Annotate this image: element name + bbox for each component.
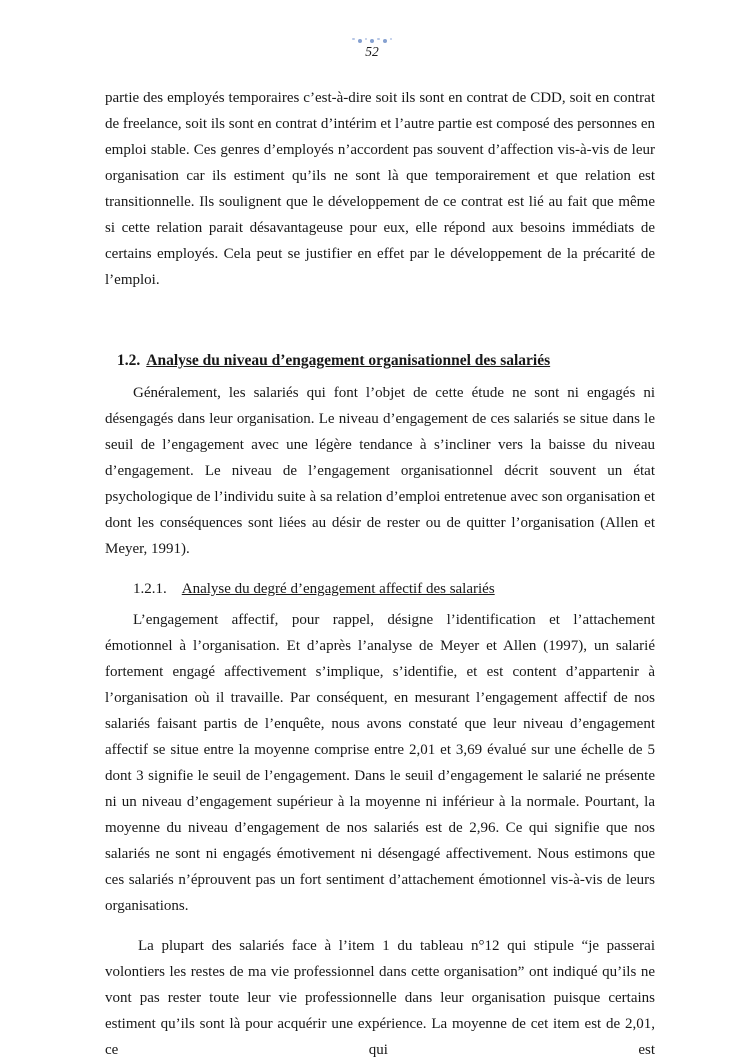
page-number: 52 bbox=[365, 44, 379, 59]
dot-icon bbox=[365, 38, 368, 41]
heading-1-2-title: Analyse du niveau d’engagement organisationnel des salariés bbox=[146, 352, 551, 369]
heading-1-2-1-title: Analyse du degré d’engagement affectif des salariés bbox=[181, 581, 495, 597]
paragraph-item-1-tableau-12: La plupart des salariés face à l’item 1 du tableau n°12 qui stipule “je passerai volontiers les restes de ma vie professionnel dans cette organisation” ont indiqué qu’ils ne vont pas rester toute leur vie professionnelle dans leur organisation puisque certains estiment qu’ils sont là pour acquérir une expérience. La moyenne de cet item est de 2,01, ce qui est bbox=[105, 938, 655, 1058]
paragraph-niveau-engagement: Généralement, les salariés qui font l’objet de cette étude ne sont ni engagés ni désengagés dans leur organisation. Le niveau d’engagement de ces salariés se situe dans le seuil de l’engagement avec une légère tendance à s’incliner vers la baisse du niveau d’engagement. Le niveau de l’engagement organisationnel décrit souvent un état psychologique de l’individu suite à sa relation d’emploi entretenue avec son organisation et dont les conséquences sont liées au désir de rester ou de quitter l’organisation (Allen et Meyer, 1991). bbox=[105, 385, 655, 557]
paragraph-engagement-affectif: L’engagement affectif, pour rappel, désigne l’identification et l’attachement émotionnel à l’organisation. Et d’après l’analyse de Meyer et Allen (1997), un salarié fortement engagé affectivement s’implique, s’identifie, et est content d’appartenir à l’organisation où il travaille. Par conséquent, en mesurant l’engagement affectif de nos salariés faisant partis de l’enquête, nous avons constaté que leur niveau d’engagement affectif se situe entre la moyenne comprise entre 2,01 et 3,69 évalué sur une échelle de 5 dont 3 signifie le seuil de l’engagement. Dans le seuil d’engagement le salarié ne présente ni un niveau d’engagement supérieur à la moyenne ni inférieur à la normale. Pourtant, la moyenne du niveau d’engagement de nos salariés est de 2,96. Ce qui signifie que nos salariés ne sont ni engagés émotivement ni désengagé affectivement. Nous estimons que ces salariés n’éprouvent pas un fort sentiment d’attachement émotionnel vis-à-vis de leurs organisations. bbox=[105, 612, 655, 914]
dot-icon bbox=[377, 38, 380, 41]
page-header bbox=[0, 0, 744, 60]
ornament-dots-icon bbox=[0, 36, 744, 43]
dot-icon bbox=[352, 38, 355, 41]
heading-1-2-1-number: 1.2.1. bbox=[133, 581, 167, 597]
heading-1-2-number: 1.2. bbox=[117, 352, 141, 369]
dot-icon bbox=[383, 39, 387, 43]
dot-icon bbox=[390, 38, 393, 41]
page-content bbox=[0, 60, 744, 1063]
paragraph-contrats-temporaires: partie des employés temporaires c’est-à-dire soit ils sont en contrat de CDD, soit en contrat de freelance, soit ils sont en contrat d’intérim et l’autre partie est composé des personnes en emploi stable. Ces genres d’employés n’accordent pas souvent d’affection vis-à-vis de leur organisation car ils estiment qu’ils ne sont là que temporairement et que relation est transitionnelle. Ils soulignent que le développement de ce contrat est lié au fait que même si cette relation parait désavantageuse pour eux, elle répond aux besoins immédiats de certains employés. Cela peut se justifier en effet par le développement de la précarité de l’emploi. bbox=[105, 90, 655, 288]
heading-section-1-2 bbox=[117, 350, 655, 372]
heading-section-1-2-1 bbox=[133, 578, 655, 600]
dot-icon bbox=[358, 39, 362, 43]
